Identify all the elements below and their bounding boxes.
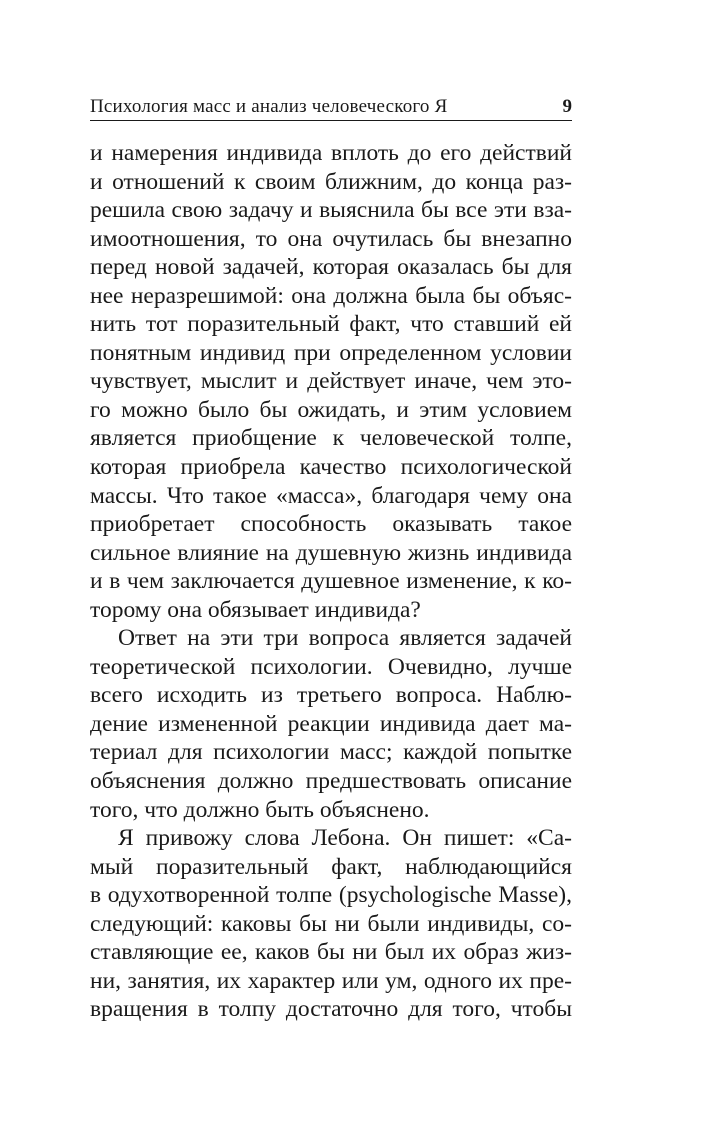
text-line: является приобщение к человеческой толпе, [90, 425, 572, 452]
text-line: мый поразительный факт, наблюдающийся [90, 853, 572, 880]
text-line: массы. Что такое «масса», благодаря чему она [90, 482, 572, 509]
text-line: перед новой задачей, которая оказалась бы для [90, 254, 572, 281]
text-line: го можно было бы ожидать, и этим условием [90, 396, 572, 423]
text-line: дение измененной реакции индивида дает ма- [90, 710, 572, 737]
text-line: ни, занятия, их характер или ум, одного их пре- [90, 967, 572, 994]
text-line: нить тот поразительный факт, что ставший ей [90, 311, 572, 338]
text-line: нее неразрешимой: она должна была бы объяс- [90, 282, 572, 309]
text-line: сильное влияние на душевную жизнь индивида [90, 539, 572, 566]
paragraph-2 [90, 624, 572, 824]
text-line: териал для психологии масс; каждой попытке [90, 739, 572, 766]
text-line: Я привожу слова Лебона. Он пишет: «Са- [118, 825, 572, 852]
text-line: и отношений к своим ближним, до конца раз- [90, 168, 572, 195]
text-line: теоретической психологии. Очевидно, лучше [90, 653, 572, 680]
text-line: и в чем заключается душевное изменение, к ко- [90, 568, 572, 595]
running-title: Психология масс и анализ человеческого Я [90, 96, 448, 117]
running-header [90, 96, 572, 121]
text-line: и намерения индивида вплоть до его действий [90, 140, 572, 166]
text-line: решила свою задачу и выяснила бы все эти вза- [90, 197, 572, 224]
text-line: Ответ на эти три вопроса является задачей [118, 625, 572, 652]
text-line: имоотношения, то она очутилась бы внезапно [90, 225, 572, 252]
paragraph-3 [90, 824, 572, 1024]
text-line: того, что должно быть объяснено. [90, 796, 430, 823]
body-text [90, 139, 572, 1024]
text-line: понятным индивид при определенном условии [90, 339, 572, 366]
text-line: следующий: каковы бы ни были индивиды, со- [90, 910, 572, 937]
text-line: торому она обязывает индивида? [90, 596, 421, 623]
text-line: в одухотворенной толпе (psychologische Masse), [90, 882, 572, 909]
paragraph-1 [90, 139, 572, 624]
text-line: всего исходить из третьего вопроса. Наблю- [90, 682, 572, 709]
text-line: вращения в толпу достаточно для того, чтобы [90, 996, 572, 1023]
text-line: ставляющие ее, каков бы ни был их образ жиз- [90, 939, 572, 966]
page-number: 9 [562, 96, 572, 117]
text-line: объяснения должно предшествовать описание [90, 768, 572, 795]
text-line: чувствует, мыслит и действует иначе, чем это- [90, 368, 572, 395]
text-line: приобретает способность оказывать такое [90, 511, 572, 538]
text-line: которая приобрела качество психологической [90, 454, 572, 481]
